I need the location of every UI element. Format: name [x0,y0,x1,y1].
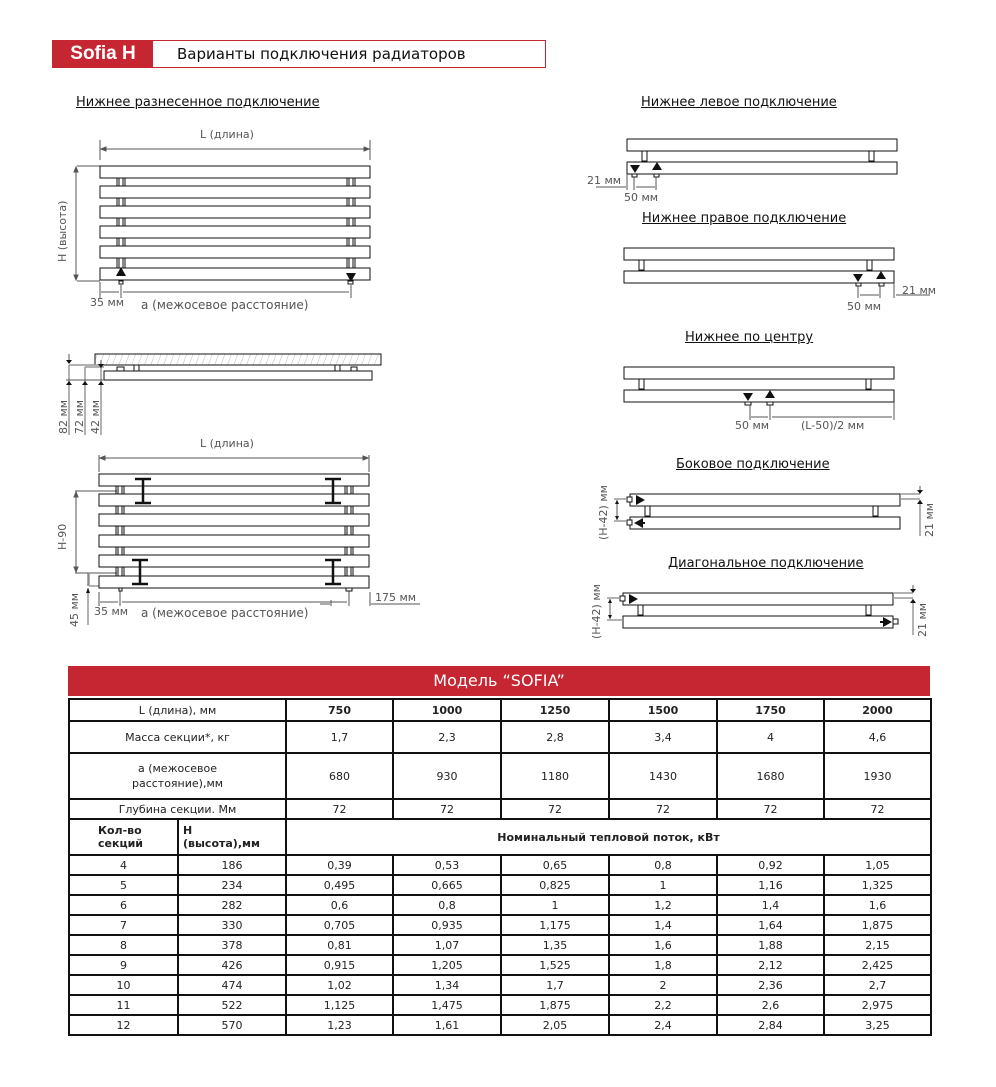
table-row [69,915,931,935]
table-cell: 3,4 [609,721,717,753]
heat-flow-cell: 0,53 [393,855,501,875]
table-cell: 72 [717,799,824,819]
heat-flow-cell: 1,07 [393,935,501,955]
table-cell: 72 [286,799,393,819]
depth-row [69,799,931,819]
heat-flow-cell: 1,88 [717,935,824,955]
height-cell: 378 [178,935,286,955]
mass-row-label: Масса секции*, кг [69,721,286,753]
depth-row-label: Глубина секции. Мм [69,799,286,819]
table-row [69,855,931,875]
sections-header [69,819,178,855]
heat-flow-cell: 1,35 [501,935,609,955]
diagonal-offset-21-label: 21 мм [916,602,929,637]
sections-cell: 11 [69,995,178,1015]
sections-cell: 6 [69,895,178,915]
heat-flow-cell: 0,65 [501,855,609,875]
heat-flow-cell: 1,6 [824,895,931,915]
height-header-line2: (высота),мм [183,837,260,850]
heat-flow-cell: 2,84 [717,1015,824,1035]
heat-flow-cell: 1,205 [393,955,501,975]
diagram-title-bottom-right: Нижнее правое подключение [642,211,847,226]
axis-label-line1: а (межосевое [137,762,218,775]
sections-cell: 9 [69,955,178,975]
heat-flow-cell: 2,6 [717,995,824,1015]
height-cell: 522 [178,995,286,1015]
heat-flow-cell: 3,25 [824,1015,931,1035]
heat-flow-cell: 1,7 [501,975,609,995]
table-row [69,995,931,1015]
table-cell: 1180 [501,753,609,799]
sections-cell: 5 [69,875,178,895]
height-header-line1: H [183,824,193,837]
height-label: H (высота) [56,200,69,262]
depth-72-label: 72 мм [73,399,86,434]
heat-flow-cell: 2,15 [824,935,931,955]
heat-flow-cell: 0,8 [609,855,717,875]
sections-cell: 10 [69,975,178,995]
offset-50-label: 50 мм [624,191,659,204]
length-1250: 1250 [501,699,609,721]
sections-cell: 8 [69,935,178,955]
heat-flow-cell: 0,915 [286,955,393,975]
axis-distance-label-2: а (межосевое расстояние) [141,606,309,620]
diagram-title-side: Боковое подключение [676,457,830,472]
diagram-title-bottom-center: Нижнее по центру [685,330,814,345]
heat-flow-cell: 1,325 [824,875,931,895]
table-cell: 2,3 [393,721,501,753]
height-cell: 282 [178,895,286,915]
heat-flow-header: Номинальный тепловой поток, кВт [286,819,931,855]
heat-flow-cell: 1,8 [609,955,717,975]
heat-flow-cell: 1,02 [286,975,393,995]
heat-flow-cell: 2,36 [717,975,824,995]
length-label: L (длина) [200,128,254,141]
heat-flow-cell: 1,6 [609,935,717,955]
offset-45-label: 45 мм [68,592,81,627]
heat-flow-cell: 1,175 [501,915,609,935]
offset-50-label-3: 50 мм [735,419,770,432]
offset-label-2: 35 мм [94,605,129,618]
heat-flow-rows [69,855,931,1035]
table-row [69,895,931,915]
heat-flow-cell: 1,16 [717,875,824,895]
heat-flow-cell: 2,4 [609,1015,717,1035]
height-minus-90-label: H-90 [56,523,69,550]
heat-flow-cell: 1,05 [824,855,931,875]
heat-flow-cell: 2,425 [824,955,931,975]
height-cell: 474 [178,975,286,995]
offset-175-label: 175 мм [375,591,417,604]
table-row [69,955,931,975]
height-cell: 570 [178,1015,286,1035]
heat-flow-cell: 1,125 [286,995,393,1015]
axis-label-line2: расстояние),мм [131,777,224,790]
height-cell: 426 [178,955,286,975]
heat-flow-cell: 1,525 [501,955,609,975]
table-cell: 1680 [717,753,824,799]
height-header [178,819,286,855]
sub-header-row [69,819,931,855]
half-length-label: (L-50)/2 мм [801,419,865,432]
offset-label: 35 мм [90,296,125,309]
depth-82-label: 82 мм [57,399,70,434]
table-cell: 680 [286,753,393,799]
heat-flow-cell: 1,23 [286,1015,393,1035]
heat-flow-cell: 1,475 [393,995,501,1015]
heat-flow-cell: 0,81 [286,935,393,955]
side-height-label: (H-42) мм [597,485,610,540]
table-cell: 72 [824,799,931,819]
height-cell: 186 [178,855,286,875]
table-row [69,1015,931,1035]
length-row [69,699,931,721]
length-750: 750 [286,699,393,721]
heat-flow-cell: 2,7 [824,975,931,995]
diagram-title-bottom-spaced: Нижнее разнесенное подключение [76,95,320,110]
length-label-2: L (длина) [200,437,254,450]
mass-row [69,721,931,753]
offset-21-label-2: 21 мм [902,284,937,297]
heat-flow-cell: 0,39 [286,855,393,875]
heat-flow-cell: 0,6 [286,895,393,915]
table-title: Модель “SOFIA” [68,666,930,696]
sections-cell: 4 [69,855,178,875]
heat-flow-cell: 2,2 [609,995,717,1015]
table-cell: 2,8 [501,721,609,753]
heat-flow-cell: 0,665 [393,875,501,895]
heat-flow-cell: 2,975 [824,995,931,1015]
length-2000: 2000 [824,699,931,721]
heat-flow-cell: 1 [609,875,717,895]
heat-flow-cell: 1,875 [824,915,931,935]
table-cell: 4,6 [824,721,931,753]
table-cell: 930 [393,753,501,799]
side-offset-21-label: 21 мм [923,502,936,537]
table-row [69,875,931,895]
depth-42-label: 42 мм [89,399,102,434]
axis-distance-label: а (межосевое расстояние) [141,298,309,312]
sections-header-line2: секций [98,837,144,850]
spec-table [68,698,932,1036]
sections-cell: 12 [69,1015,178,1035]
offset-21-label: 21 мм [587,174,622,187]
heat-flow-cell: 0,705 [286,915,393,935]
heat-flow-cell: 1,4 [609,915,717,935]
table-row [69,975,931,995]
height-cell: 234 [178,875,286,895]
table-cell: 72 [609,799,717,819]
axis-distance-row [69,753,931,799]
table-cell: 1930 [824,753,931,799]
length-row-label: L (длина), мм [69,699,286,721]
table-cell: 72 [501,799,609,819]
axis-distance-row-label [69,753,286,799]
heat-flow-cell: 0,8 [393,895,501,915]
length-1000: 1000 [393,699,501,721]
heat-flow-cell: 1,61 [393,1015,501,1035]
offset-50-label-2: 50 мм [847,300,882,313]
table-cell: 4 [717,721,824,753]
heat-flow-cell: 1,2 [609,895,717,915]
height-cell: 330 [178,915,286,935]
heat-flow-cell: 0,935 [393,915,501,935]
table-row [69,935,931,955]
model-badge: Sofia H [53,41,153,67]
heat-flow-cell: 1,34 [393,975,501,995]
heat-flow-cell: 0,92 [717,855,824,875]
sections-header-line1: Кол-во [98,824,142,837]
diagonal-height-label: (H-42) мм [590,584,603,639]
heat-flow-cell: 2,05 [501,1015,609,1035]
heat-flow-cell: 0,825 [501,875,609,895]
length-1750: 1750 [717,699,824,721]
table-cell: 72 [393,799,501,819]
heat-flow-cell: 0,495 [286,875,393,895]
sections-cell: 7 [69,915,178,935]
table-cell: 1430 [609,753,717,799]
heat-flow-cell: 1,4 [717,895,824,915]
diagram-title-diagonal: Диагональное подключение [668,556,864,571]
heat-flow-cell: 2 [609,975,717,995]
length-1500: 1500 [609,699,717,721]
page-title: Варианты подключения радиаторов [177,45,466,63]
heat-flow-cell: 1,64 [717,915,824,935]
heat-flow-cell: 1,875 [501,995,609,1015]
heat-flow-cell: 2,12 [717,955,824,975]
table-cell: 1,7 [286,721,393,753]
heat-flow-cell: 1 [501,895,609,915]
diagram-title-bottom-left: Нижнее левое подключение [641,95,837,110]
